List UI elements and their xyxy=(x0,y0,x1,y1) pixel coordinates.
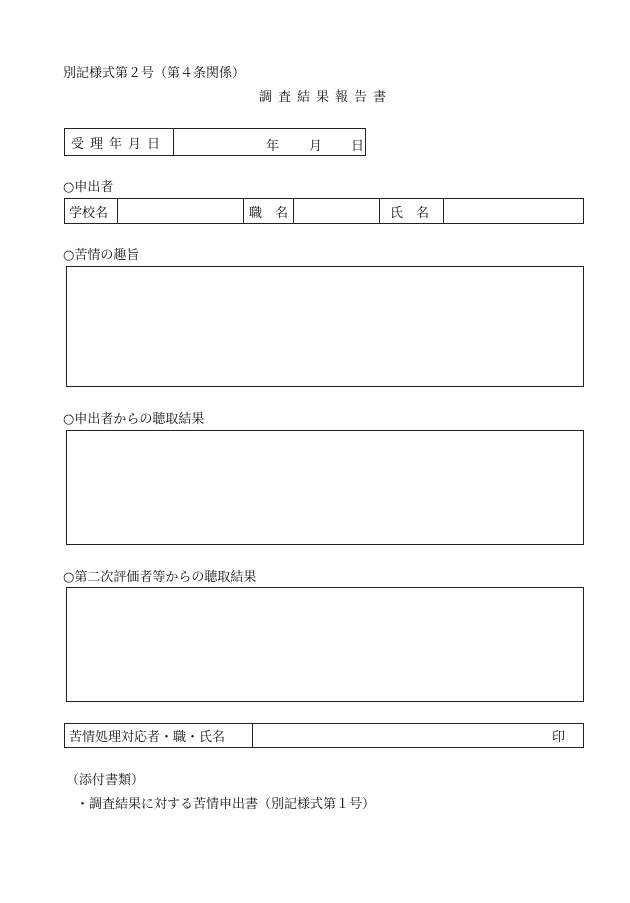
handler-label: 苦情処理対応者・職・氏名 xyxy=(69,730,226,745)
name-field[interactable] xyxy=(443,199,583,223)
school-label: 学校名 xyxy=(69,205,109,221)
form-number: 別記様式第２号（第４条関係） xyxy=(63,66,246,81)
attachments-heading: （添付書類） xyxy=(66,773,145,788)
evaluator-hearing-textarea[interactable] xyxy=(66,587,584,702)
handler-field[interactable] xyxy=(252,724,583,747)
seal-mark: 印 xyxy=(551,730,565,745)
applicant-hearing-heading: ○申出者からの聴取結果 xyxy=(63,412,205,427)
applicant-heading: ○申出者 xyxy=(63,180,114,195)
school-field[interactable] xyxy=(117,199,243,223)
year-label: 年 xyxy=(266,139,280,154)
complaint-textarea[interactable] xyxy=(66,266,584,387)
receipt-date-field[interactable] xyxy=(173,129,365,155)
name-label: 氏 名 xyxy=(379,199,443,223)
month-label: 月 xyxy=(309,139,323,154)
position-label: 職 名 xyxy=(243,199,293,223)
complaint-heading: ○苦情の趣旨 xyxy=(63,248,140,263)
evaluator-hearing-heading: ○第二次評価者等からの聴取結果 xyxy=(63,570,257,585)
receipt-date-label: 受理年月日 xyxy=(71,136,167,152)
receipt-date-row xyxy=(64,128,366,156)
attachment-item: ・調査結果に対する苦情申出書（別記様式第１号） xyxy=(76,797,376,812)
page-title: 調査結果報告書 xyxy=(259,90,393,105)
position-field[interactable] xyxy=(293,199,379,223)
applicant-row xyxy=(64,198,584,224)
applicant-hearing-textarea[interactable] xyxy=(66,430,584,545)
handler-row xyxy=(64,723,584,748)
day-label: 日 xyxy=(351,139,365,154)
